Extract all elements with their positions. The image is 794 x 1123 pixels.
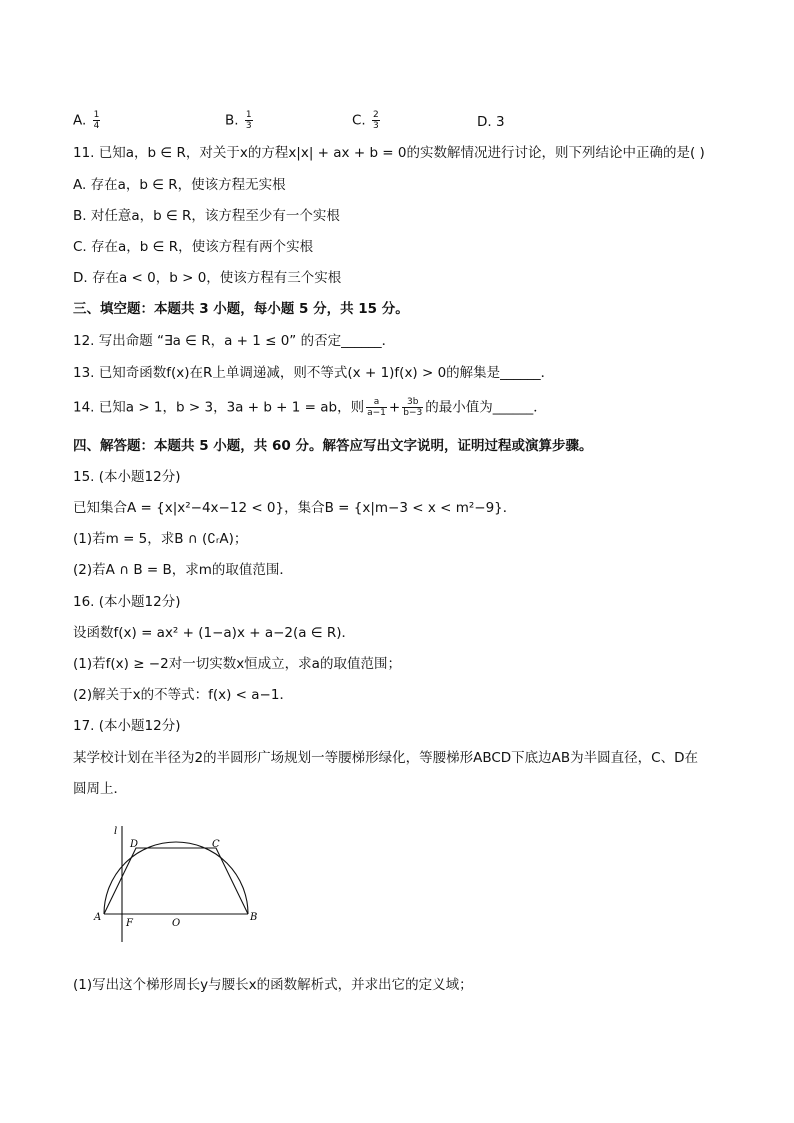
option-b-fraction: $\frac{1}{3}$ bbox=[245, 110, 252, 131]
q16-part-1: (1)若f(x) ≥ −2对一切实数x恒成立，求a的取值范围； bbox=[73, 656, 401, 672]
q11-option-d: D. 存在a < 0，b > 0，使该方程有三个实根 bbox=[73, 270, 342, 286]
q11-stem: 11. 已知a，b ∈ R，对关于x的方程x|x| + ax + b = 0的实数解情况进行讨论，则下列结论中正确的是( ) bbox=[73, 145, 705, 161]
q12: 12. 写出命题 “∃a ∈ R，a + 1 ≤ 0” 的否定______． bbox=[73, 333, 396, 349]
label-o: O bbox=[172, 918, 181, 929]
label-c: C bbox=[212, 839, 220, 850]
q11-option-a: A. 存在a，b ∈ R，使该方程无实根 bbox=[73, 177, 286, 193]
section-3-heading: 三、填空题：本题共 3 小题，每小题 5 分，共 15 分。 bbox=[73, 301, 409, 317]
option-c bbox=[352, 110, 382, 131]
q14-plus: + bbox=[388, 399, 401, 416]
q14-prefix: 14. 已知a > 1，b > 3，3a + b + 1 = ab，则 bbox=[73, 399, 365, 416]
q16-header: 16. (本小题12分) bbox=[73, 594, 181, 610]
section-4-heading: 四、解答题：本题共 5 小题，共 60 分。解答应写出文字说明，证明过程或演算步骤。 bbox=[73, 438, 593, 454]
option-a bbox=[73, 110, 102, 131]
q16-part-2: (2)解关于x的不等式：f(x) < a−1． bbox=[73, 687, 293, 703]
q15-stem: 已知集合A = {x|x²−4x−12 < 0}，集合B = {x|m−3 < x < m²−9}． bbox=[73, 500, 517, 516]
q14-fraction-1: $\frac{a}{a-1}$ bbox=[367, 397, 386, 418]
option-a-fraction: $\frac{1}{4}$ bbox=[93, 110, 100, 131]
q17-stem-line-1: 某学校计划在半径为2的半圆形广场规划一等腰梯形绿化，等腰梯形ABCD下底边AB为半圆直径，C、D在 bbox=[73, 750, 698, 766]
q15-part-2: (2)若A ∩ B = B，求m的取值范围． bbox=[73, 562, 293, 578]
q17-part-1: (1)写出这个梯形周长y与腰长x的函数解析式，并求出它的定义域； bbox=[73, 977, 473, 993]
q14-suffix: 的最小值为______． bbox=[425, 399, 547, 416]
option-c-prefix: C. bbox=[352, 112, 366, 129]
label-f: F bbox=[126, 918, 133, 929]
q15-header: 15. (本小题12分) bbox=[73, 469, 181, 485]
label-a: A bbox=[94, 912, 102, 923]
q13: 13. 已知奇函数f(x)在R上单调递减，则不等式(x + 1)f(x) > 0的解集是______． bbox=[73, 365, 555, 381]
q17-stem-line-2: 圆周上． bbox=[73, 781, 127, 797]
label-d: D bbox=[130, 839, 139, 850]
q14-fraction-2: $\frac{3b}{b-3}$ bbox=[403, 397, 423, 418]
q17-header: 17. (本小题12分) bbox=[73, 718, 181, 734]
option-b-prefix: B. bbox=[225, 112, 239, 129]
q15-part-1: (1)若m = 5，求B ∩ (∁ᵣA)； bbox=[73, 531, 248, 547]
q11-option-b: B. 对任意a，b ∈ R，该方程至少有一个实根 bbox=[73, 208, 340, 224]
option-b bbox=[225, 110, 255, 131]
q11-option-c: C. 存在a，b ∈ R，使该方程有两个实根 bbox=[73, 239, 314, 255]
option-a-prefix: A. bbox=[73, 112, 87, 129]
label-l: l bbox=[114, 826, 118, 837]
semicircle-arc bbox=[104, 842, 248, 914]
label-b: B bbox=[250, 912, 258, 923]
q14 bbox=[73, 397, 547, 418]
semicircle-trapezoid-figure bbox=[92, 822, 272, 944]
q16-stem: 设函数f(x) = ax² + (1−a)x + a−2(a ∈ R)． bbox=[73, 625, 356, 641]
option-d: D. 3 bbox=[477, 114, 505, 130]
option-c-fraction: $\frac{2}{3}$ bbox=[373, 110, 379, 131]
trapezoid-abcd bbox=[104, 848, 248, 914]
